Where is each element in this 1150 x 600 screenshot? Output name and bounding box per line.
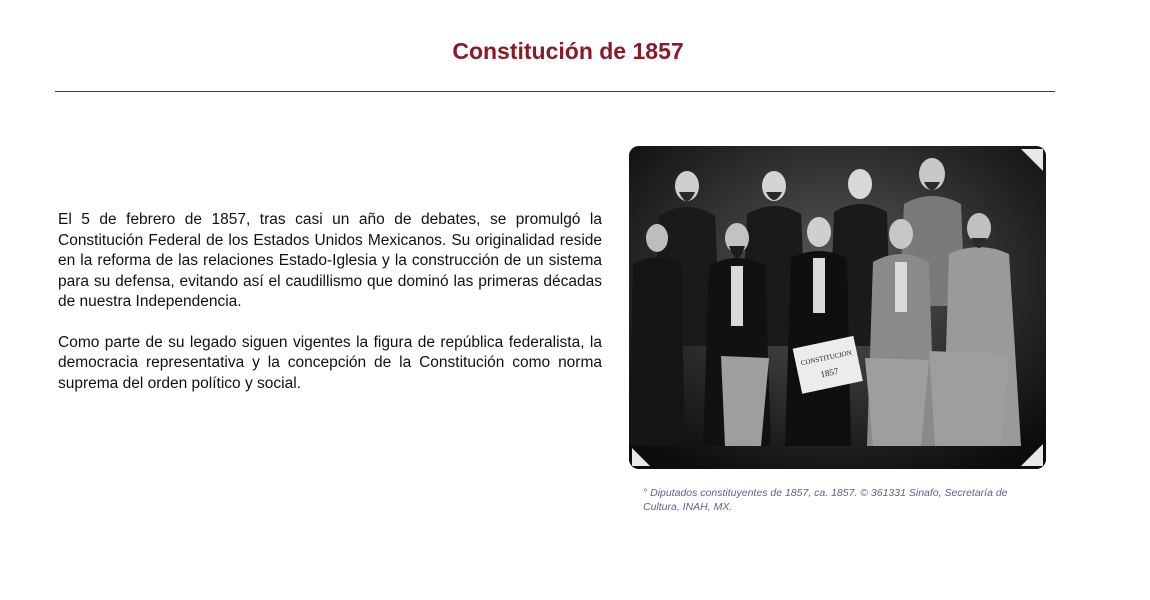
page-title: Constitución de 1857 [452, 38, 684, 64]
photo-corner-bottom-left [632, 448, 650, 466]
photo-illustration [629, 146, 1046, 469]
body-text [58, 210, 602, 414]
photo-corner-bottom-right [1021, 444, 1043, 466]
paragraph-legacy: Como parte de su legado siguen vigentes la figura de república federalista, la democracia representativa y la concepción de la Constitución como norma suprema del orden político y social. [58, 333, 602, 392]
paragraph-intro: El 5 de febrero de 1857, tras casi un año de debates, se promulgó la Constitución Federal de los Estados Unidos Mexicanos. Su originalidad reside en la reforma de las relaciones Estado-Iglesia y la construcción de un sistema para su defensa, evitando así el caudillismo que dominó las primeras décadas de nuestra Independencia. [58, 211, 602, 310]
title-divider [55, 91, 1055, 92]
photo-caption: ° Diputados constituyentes de 1857, ca. 1857. © 361331 Sinafo, Secretaría de Cultura, INAH, MX. [643, 487, 1008, 513]
historical-photo [629, 146, 1046, 469]
document-text: CONSTITUCION [800, 348, 853, 368]
photo-corner-top-right [1021, 149, 1043, 171]
svg-text:1857: 1857 [819, 365, 840, 380]
